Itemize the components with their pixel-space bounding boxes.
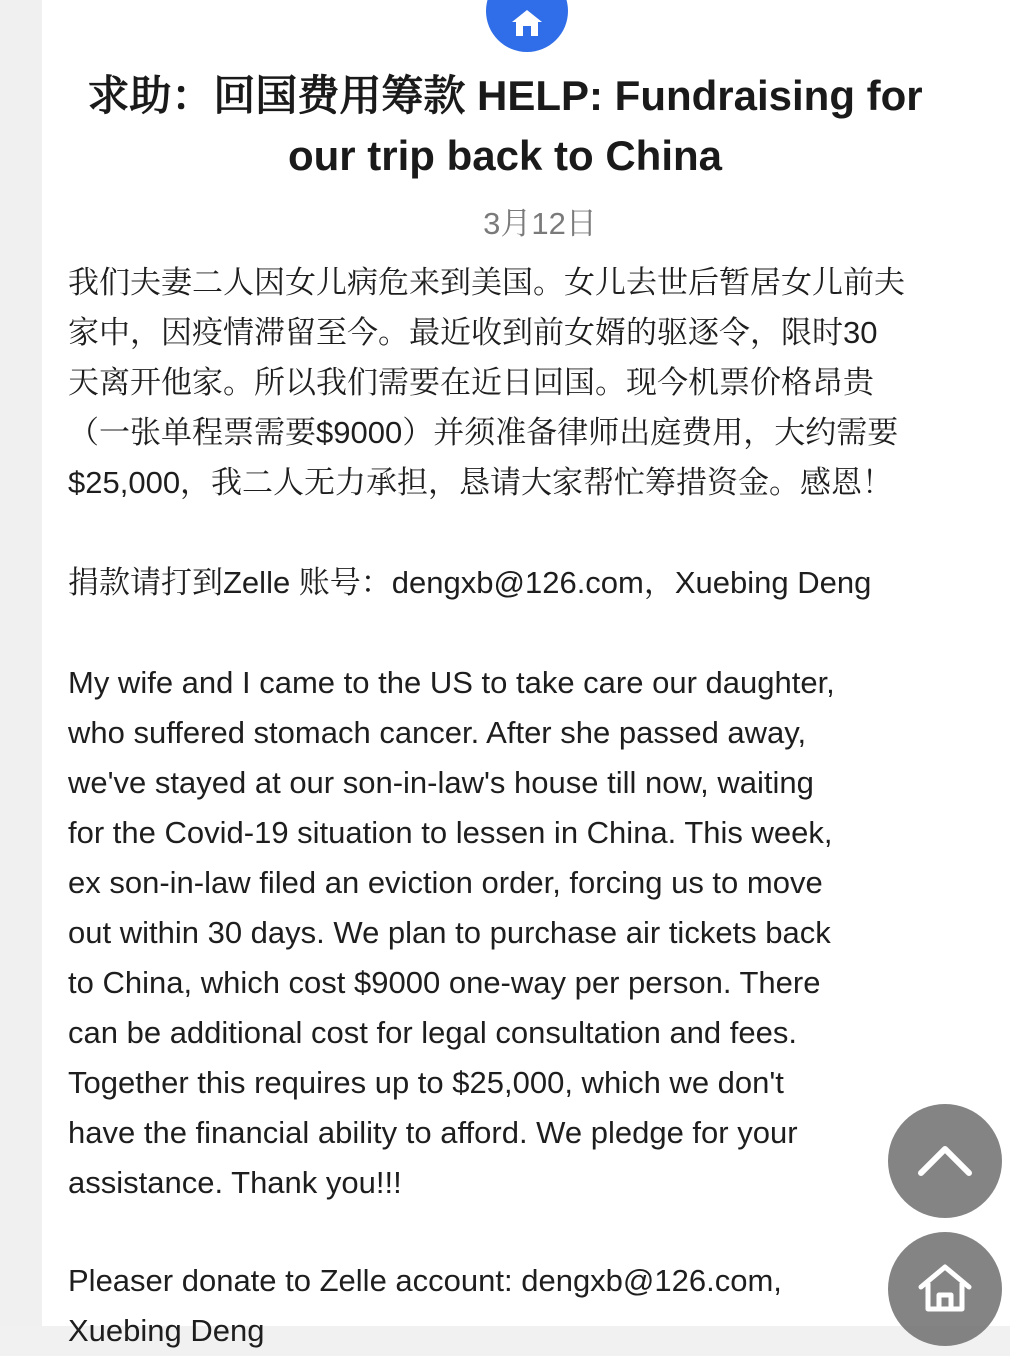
en-line: out within 30 days. We plan to purchase air tickets back <box>68 915 831 950</box>
title-line: 求助：回国费用筹款 HELP: Fundraising for <box>87 72 923 119</box>
en-line: Together this requires up to $25,000, which we don't <box>68 1065 784 1100</box>
en-donate-line: Pleaser donate to Zelle account: dengxb@126.com, <box>68 1263 782 1298</box>
en-line: we've stayed at our son-in-law's house till now, waiting <box>68 765 814 800</box>
zh-paragraph <box>68 258 1008 508</box>
en-line: My wife and I came to the US to take care our daughter, <box>68 665 835 700</box>
zh-donate-info <box>68 558 1008 608</box>
en-line: who suffered stomach cancer. After she passed away, <box>68 715 807 750</box>
en-line: assistance. Thank you!!! <box>68 1165 402 1200</box>
zh-line: 我们夫妻二人因女儿病危来到美国。女儿去世后暂居女儿前夫 <box>68 265 905 300</box>
zh-line: 家中，因疫情滞留至今。最近收到前女婿的驱逐令，限时30 <box>68 315 878 350</box>
en-line: ex son-in-law filed an eviction order, forcing us to move <box>68 865 823 900</box>
en-line: to China, which cost $9000 one-way per person. There <box>68 965 821 1000</box>
en-donate-line: Xuebing Deng <box>68 1313 265 1348</box>
scroll-to-top-button[interactable] <box>888 1104 1002 1218</box>
post-title <box>60 66 950 186</box>
zh-line: （一张单程票需要$9000）并须准备律师出庭费用，大约需要 <box>68 415 899 450</box>
en-paragraph <box>68 658 1008 1208</box>
zh-donate-line: 捐款请打到Zelle 账号：dengxb@126.com，Xuebing Deng <box>68 565 872 600</box>
en-line: have the financial ability to afford. We pledge for your <box>68 1115 798 1150</box>
zh-line: $25,000，我二人无力承担，恳请大家帮忙筹措资金。感恩！ <box>68 465 894 500</box>
en-line: for the Covid-19 situation to lessen in China. This week, <box>68 815 833 850</box>
home-button[interactable] <box>888 1232 1002 1346</box>
chevron-up-icon <box>915 1143 975 1179</box>
home-icon <box>917 1263 973 1315</box>
post-date: 3月12日 <box>483 206 597 241</box>
title-line: our trip back to China <box>287 132 723 179</box>
home-icon <box>510 8 544 38</box>
zh-line: 天离开他家。所以我们需要在近日回国。现今机票价格昂贵 <box>68 365 874 400</box>
en-donate-info <box>68 1256 1008 1356</box>
en-line: can be additional cost for legal consultation and fees. <box>68 1015 797 1050</box>
